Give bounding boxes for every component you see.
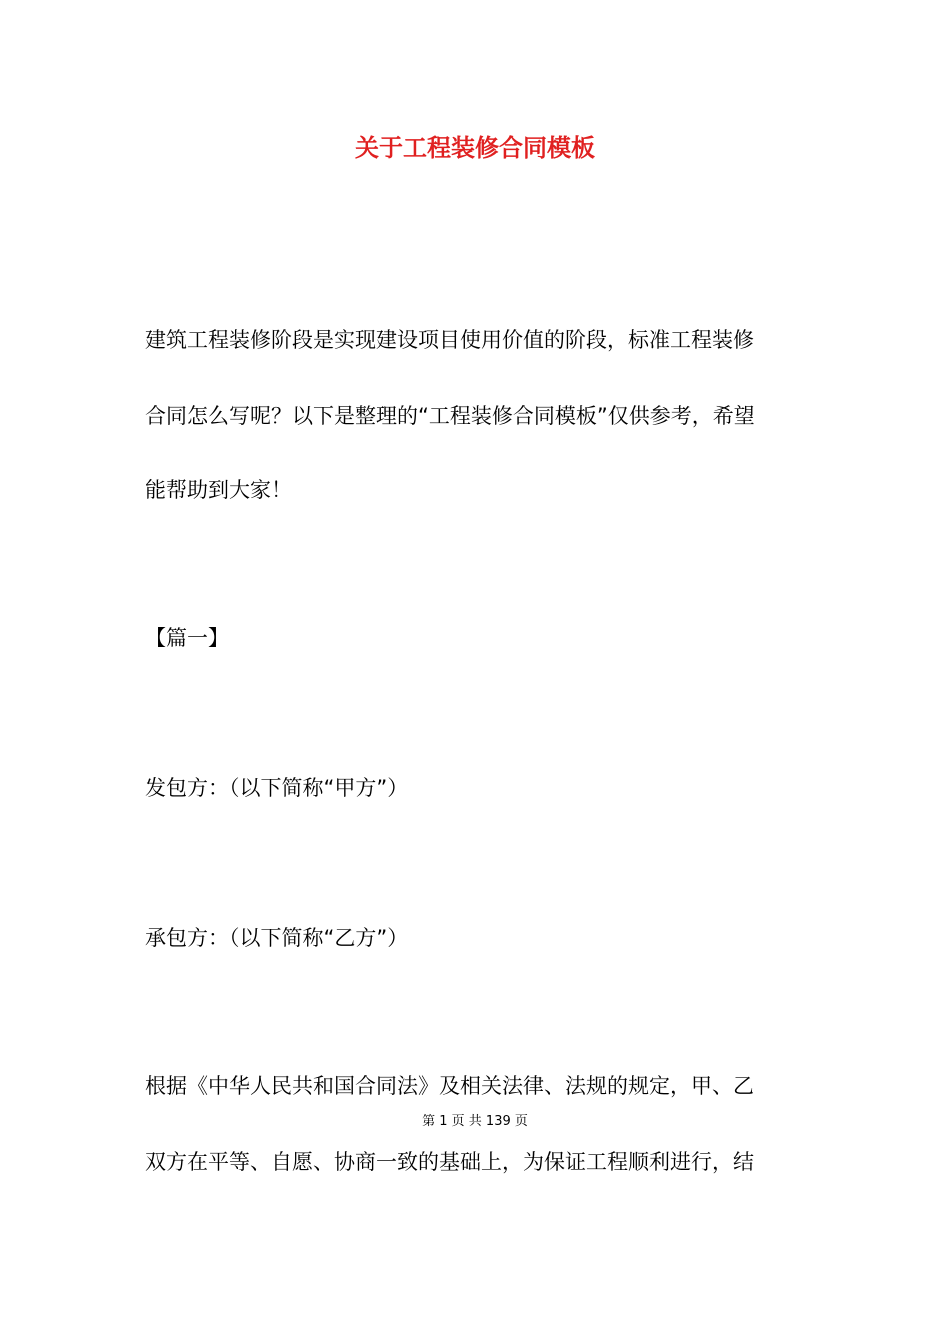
body-line-1: 根据《中华人民共和国合同法》及相关法律、法规的规定，甲、乙: [145, 1074, 754, 1098]
section-heading: 【篇一】: [145, 626, 229, 650]
intro-line-3: 能帮助到大家！: [145, 478, 292, 502]
intro-line-1: 建筑工程装修阶段是实现建设项目使用价值的阶段，标准工程装修: [145, 328, 754, 352]
party-b-line: 承包方：（以下简称“乙方”）: [145, 926, 409, 950]
page-number-footer: 第 1 页 共 139 页: [422, 1114, 528, 1129]
document-title: 关于工程装修合同模板: [355, 134, 595, 162]
body-line-2: 双方在平等、自愿、协商一致的基础上，为保证工程顺利进行，结: [145, 1150, 754, 1174]
intro-line-2: 合同怎么写呢？以下是整理的“工程装修合同模板”仅供参考，希望: [145, 404, 755, 428]
party-a-line: 发包方：（以下简称“甲方”）: [145, 776, 409, 800]
